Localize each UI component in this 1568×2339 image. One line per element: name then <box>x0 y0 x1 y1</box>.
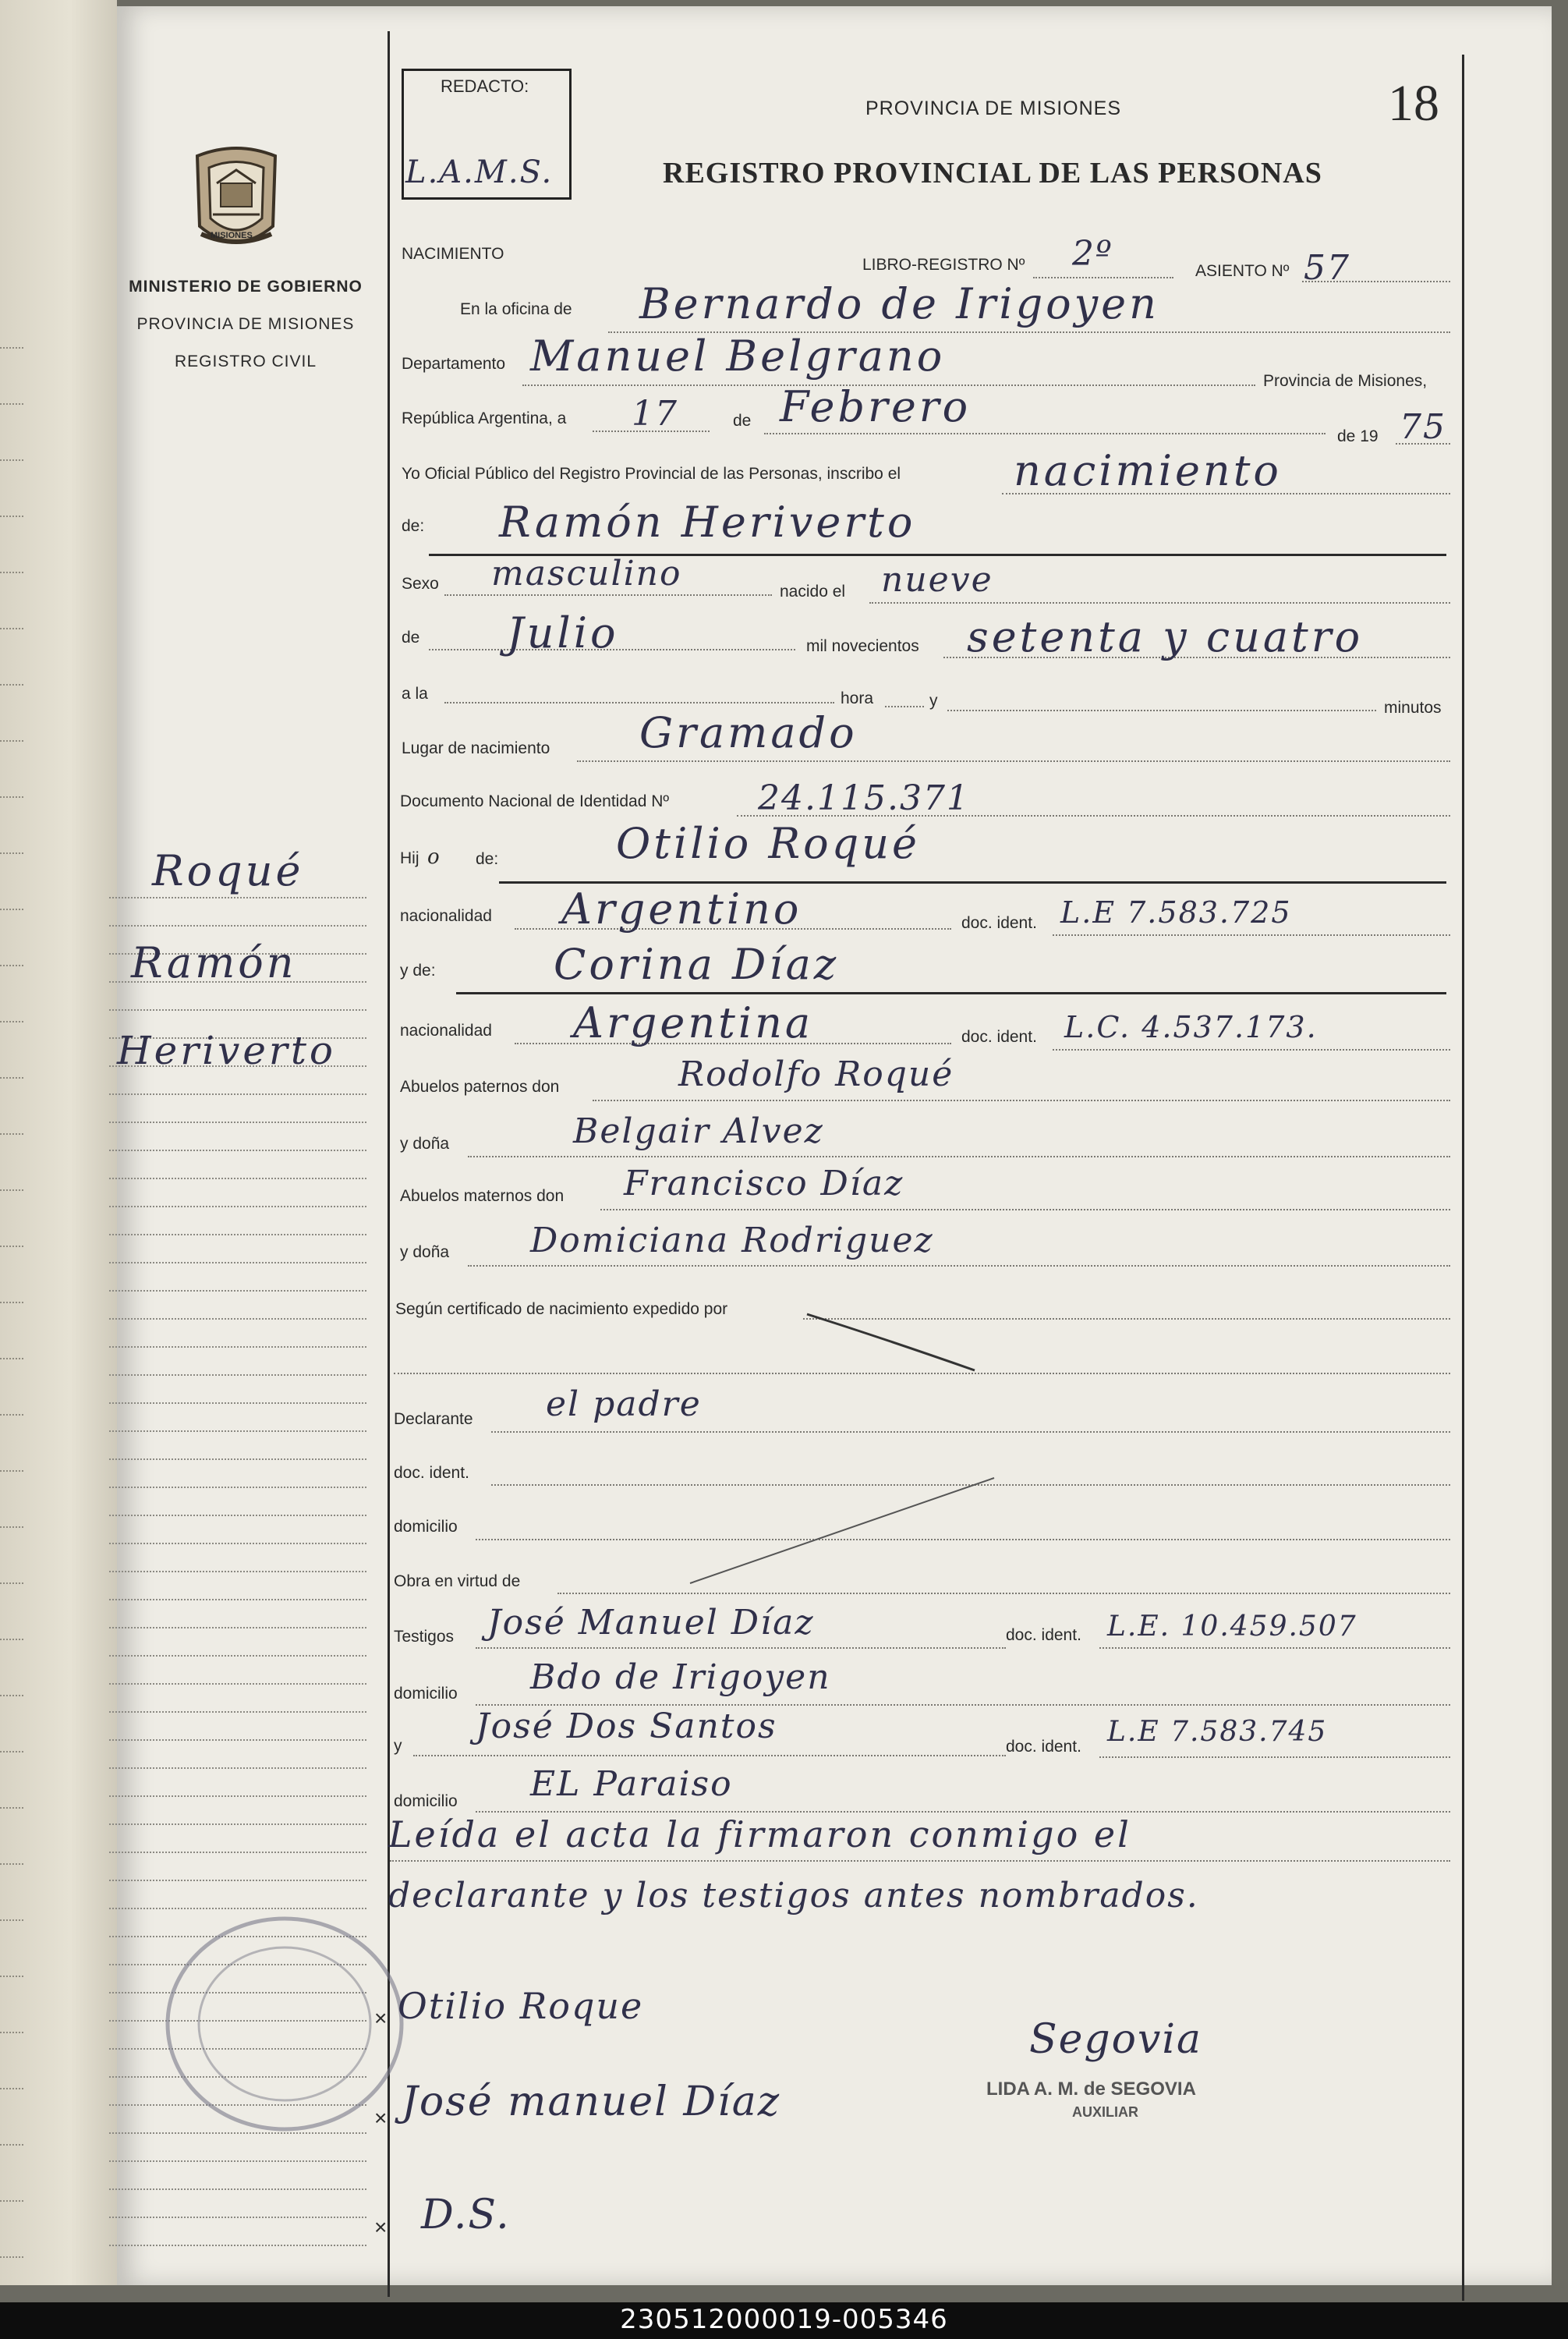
ruled-line <box>0 2144 23 2146</box>
a-la-label: a la <box>402 685 428 703</box>
margin-ruled-line <box>109 1234 366 1235</box>
official-role: AUXILIAR <box>1072 2104 1138 2120</box>
hijo-label: Hij <box>400 849 419 867</box>
ruled-line <box>0 628 23 629</box>
doc-ident-2-label: doc. ident. <box>961 1028 1037 1046</box>
oficina-label: En la oficina de <box>460 300 572 318</box>
ruled-line <box>0 965 23 966</box>
ruled-line <box>0 1919 23 1921</box>
official-name: LIDA A. M. de SEGOVIA <box>986 2079 1196 2100</box>
dia-value: 17 <box>632 394 678 434</box>
abuelos-paternos-value: Rodolfo Roqué <box>678 1054 954 1094</box>
y-de-label: y de: <box>400 962 436 980</box>
ruled-line <box>0 347 23 349</box>
doc-ident-3-label: doc. ident. <box>1006 1626 1081 1644</box>
departamento-value: Manuel Belgrano <box>530 331 946 381</box>
minutos-label: minutos <box>1384 699 1442 717</box>
seal-text: MISIONES <box>211 231 253 240</box>
ministry-province: PROVINCIA DE MISIONES <box>136 315 355 333</box>
ruled-line <box>0 1021 23 1022</box>
margin-ruled-line <box>109 1206 366 1207</box>
margin-ruled-line <box>109 1823 366 1825</box>
domicilio-2-label: domicilio <box>394 1792 458 1810</box>
ruled-line <box>0 516 23 517</box>
margin-ruled-line <box>109 2160 366 2162</box>
ruled-line <box>0 684 23 686</box>
margin-ruled-line <box>109 1262 366 1263</box>
mes-nac-value: Julio <box>507 608 619 657</box>
province-header: PROVINCIA DE MISIONES <box>865 97 1122 119</box>
margin-ruled-line <box>109 1627 366 1628</box>
ruled-line <box>0 1639 23 1640</box>
mil-label: mil novecientos <box>806 637 919 655</box>
page-number: 18 <box>1388 75 1439 132</box>
ruled-line <box>0 459 23 461</box>
nacionalidad-2-label: nacionalidad <box>400 1022 492 1040</box>
doc-ident-4-value: L.E 7.583.745 <box>1107 1716 1328 1748</box>
margin-ruled-line <box>109 1655 366 1657</box>
testigo-2-value: José Dos Santos <box>476 1706 777 1746</box>
ministry-name: MINISTERIO DE GOBIERNO <box>129 278 363 296</box>
margin-ruled-line <box>109 1599 366 1600</box>
ruled-line <box>0 909 23 910</box>
madre-value: Corina Díaz <box>554 940 840 989</box>
y-dona-2-label: y doña <box>400 1243 450 1261</box>
nacimiento-label: NACIMIENTO <box>402 245 504 263</box>
ruled-line <box>0 1302 23 1303</box>
signature-official: Segovia <box>1029 2016 1202 2063</box>
margin-ruled-line <box>109 1543 366 1544</box>
nacido-value: nueve <box>881 560 993 600</box>
margin-ruled-line <box>109 1374 366 1376</box>
doc-ident-label: doc. ident. <box>394 1464 469 1482</box>
signature-testigo-2: D.S. <box>421 2192 511 2238</box>
hijo-suffix: o <box>427 845 440 869</box>
y-label: y <box>929 692 938 710</box>
asiento-value: 57 <box>1304 248 1350 288</box>
anio-value: 75 <box>1400 407 1446 447</box>
mes-value: Febrero <box>780 382 972 431</box>
ruled-line <box>0 1246 23 1247</box>
de-label: de <box>733 412 752 430</box>
hijo-de-label: de: <box>476 850 499 868</box>
margin-ruled-line <box>109 2245 366 2246</box>
margin-ruled-line <box>109 1346 366 1348</box>
anio-nac-value: setenta y cuatro <box>967 612 1364 661</box>
margin-ruled-line <box>109 1683 366 1685</box>
ruled-line <box>0 1863 23 1865</box>
nacionalidad-1-label: nacionalidad <box>400 907 492 925</box>
declarante-label: Declarante <box>394 1410 473 1428</box>
ruled-line <box>0 1470 23 1472</box>
margin-ruled-line <box>109 1430 366 1432</box>
redacto-value: L.A.M.S. <box>405 154 554 190</box>
padre-value: Otilio Roqué <box>616 819 920 868</box>
ruled-line <box>0 1751 23 1752</box>
adjacent-page-edge <box>0 0 117 2285</box>
doc-ident-4-label: doc. ident. <box>1006 1738 1081 1756</box>
margin-ruled-line <box>109 1487 366 1488</box>
anio-label: de 19 <box>1337 427 1379 445</box>
domicilio-1-value: Bdo de Irigoyen <box>530 1657 831 1697</box>
margin-ruled-line <box>109 2188 366 2190</box>
nacionalidad-2-value: Argentina <box>573 998 814 1047</box>
margin-ruled-line <box>109 897 366 898</box>
redacto-label: REDACTO: <box>441 76 529 96</box>
margin-ruled-line <box>109 1150 366 1151</box>
margin-ruled-line <box>109 1908 366 1909</box>
abuela-paterna-value: Belgair Alvez <box>573 1111 824 1151</box>
leida-line-2: declarante y los testigos antes nombrados. <box>388 1876 1199 1915</box>
margin-ruled-line <box>109 1458 366 1460</box>
testigo-1-value: José Manuel Díaz <box>487 1603 815 1643</box>
strike-line-1 <box>803 1306 982 1377</box>
ruled-line <box>0 403 23 405</box>
dni-label: Documento Nacional de Identidad Nº <box>400 792 670 810</box>
dni-value: 24.115.371 <box>758 778 970 818</box>
declarante-value: el padre <box>546 1384 702 1424</box>
margin-surname: Roqué <box>152 846 304 895</box>
sexo-label: Sexo <box>402 575 439 593</box>
ruled-line <box>0 1133 23 1135</box>
margin-second-name: Heriverto <box>117 1028 337 1073</box>
domicilio-2-value: EL Paraiso <box>530 1764 733 1804</box>
obra-label: Obra en virtud de <box>394 1572 521 1590</box>
nacionalidad-1-value: Argentino <box>561 884 802 934</box>
right-border <box>1462 55 1464 2301</box>
ruled-line <box>0 796 23 798</box>
margin-ruled-line <box>109 1178 366 1179</box>
ruled-line <box>0 1807 23 1809</box>
ruled-line <box>0 1976 23 1977</box>
nacido-label: nacido el <box>780 583 846 601</box>
ruled-line <box>0 2200 23 2202</box>
testigos-label: Testigos <box>394 1628 455 1646</box>
ministry-registry: REGISTRO CIVIL <box>174 353 317 370</box>
margin-ruled-line <box>109 1122 366 1123</box>
strike-line-2 <box>686 1474 998 1591</box>
abuelos-maternos-label: Abuelos maternos don <box>400 1187 565 1205</box>
libro-label: LIBRO-REGISTRO Nº <box>862 256 1025 274</box>
ruled-line <box>0 1695 23 1696</box>
ruled-line <box>0 1414 23 1416</box>
margin-ruled-line <box>109 1739 366 1741</box>
libro-value: 2º <box>1072 234 1113 274</box>
lugar-value: Gramado <box>639 708 858 757</box>
margin-ruled-line <box>109 1290 366 1292</box>
de2-label: de <box>402 629 420 647</box>
margin-ruled-line <box>109 1880 366 1881</box>
yo-oficial-value: nacimiento <box>1014 446 1282 495</box>
image-id: 230512000019-005346 <box>620 2304 948 2335</box>
segun-certificado-label: Según certificado de nacimiento expedido por <box>395 1300 728 1318</box>
oficina-value: Bernardo de Irigoyen <box>639 279 1159 328</box>
domicilio-1-label: domicilio <box>394 1685 458 1703</box>
ruled-line <box>0 2088 23 2089</box>
ruled-line <box>0 1189 23 1191</box>
ruled-line <box>0 852 23 854</box>
margin-ruled-line <box>109 1093 366 1095</box>
ruled-line <box>0 2256 23 2258</box>
doc-ident-1-label: doc. ident. <box>961 914 1037 932</box>
abuelos-maternos-value: Francisco Díaz <box>624 1164 904 1203</box>
abuela-materna-value: Domiciana Rodriguez <box>530 1221 934 1260</box>
doc-ident-2-value: L.C. 4.537.173. <box>1064 1010 1318 1044</box>
margin-ruled-line <box>109 1767 366 1769</box>
ruled-line <box>0 1582 23 1584</box>
margin-ruled-line <box>109 1571 366 1572</box>
leida-line-1: Leída el acta la firmaron conmigo el <box>388 1813 1131 1855</box>
ruled-line <box>0 1526 23 1528</box>
provincia-label: Provincia de Misiones, <box>1263 372 1428 390</box>
signature-testigo-1: José manuel Díaz <box>402 2079 781 2125</box>
lugar-label: Lugar de nacimiento <box>402 739 550 757</box>
y-dona-1-label: y doña <box>400 1135 450 1153</box>
margin-ruled-line <box>109 1515 366 1516</box>
nombre-value: Ramón Heriverto <box>499 498 916 547</box>
margin-ruled-line <box>109 1009 366 1011</box>
margin-ruled-line <box>109 1318 366 1320</box>
margin-ruled-line <box>109 1402 366 1404</box>
domicilio-label: domicilio <box>394 1518 458 1536</box>
margin-ruled-line <box>109 1711 366 1713</box>
departamento-label: Departamento <box>402 355 506 373</box>
hora-label: hora <box>841 689 874 707</box>
margin-ruled-line <box>109 1852 366 1853</box>
margin-ruled-line <box>109 2217 366 2218</box>
de-nombre-label: de: <box>402 517 425 535</box>
abuelos-paternos-label: Abuelos paternos don <box>400 1078 560 1096</box>
margin-ruled-line <box>109 1795 366 1797</box>
ruled-line <box>0 572 23 573</box>
republica-label: República Argentina, a <box>402 409 567 427</box>
margin-ruled-line <box>109 925 366 927</box>
ruled-line <box>0 740 23 742</box>
ruled-line <box>0 1077 23 1079</box>
yo-oficial-label: Yo Oficial Público del Registro Provincial de las Personas, inscribo el <box>402 465 901 483</box>
margin-first-name: Ramón <box>131 938 297 987</box>
asiento-label: ASIENTO Nº <box>1195 262 1290 280</box>
doc-ident-3-value: L.E. 10.459.507 <box>1107 1611 1357 1643</box>
ruled-line <box>0 2032 23 2033</box>
registry-title: REGISTRO PROVINCIAL DE LAS PERSONAS <box>663 157 1322 190</box>
doc-ident-1-value: L.E 7.583.725 <box>1060 895 1292 930</box>
sexo-value: masculino <box>491 554 682 594</box>
y-2-label: y <box>394 1737 402 1755</box>
ruled-line <box>0 1358 23 1359</box>
signature-declarante: Otilio Roque <box>398 1985 644 2027</box>
